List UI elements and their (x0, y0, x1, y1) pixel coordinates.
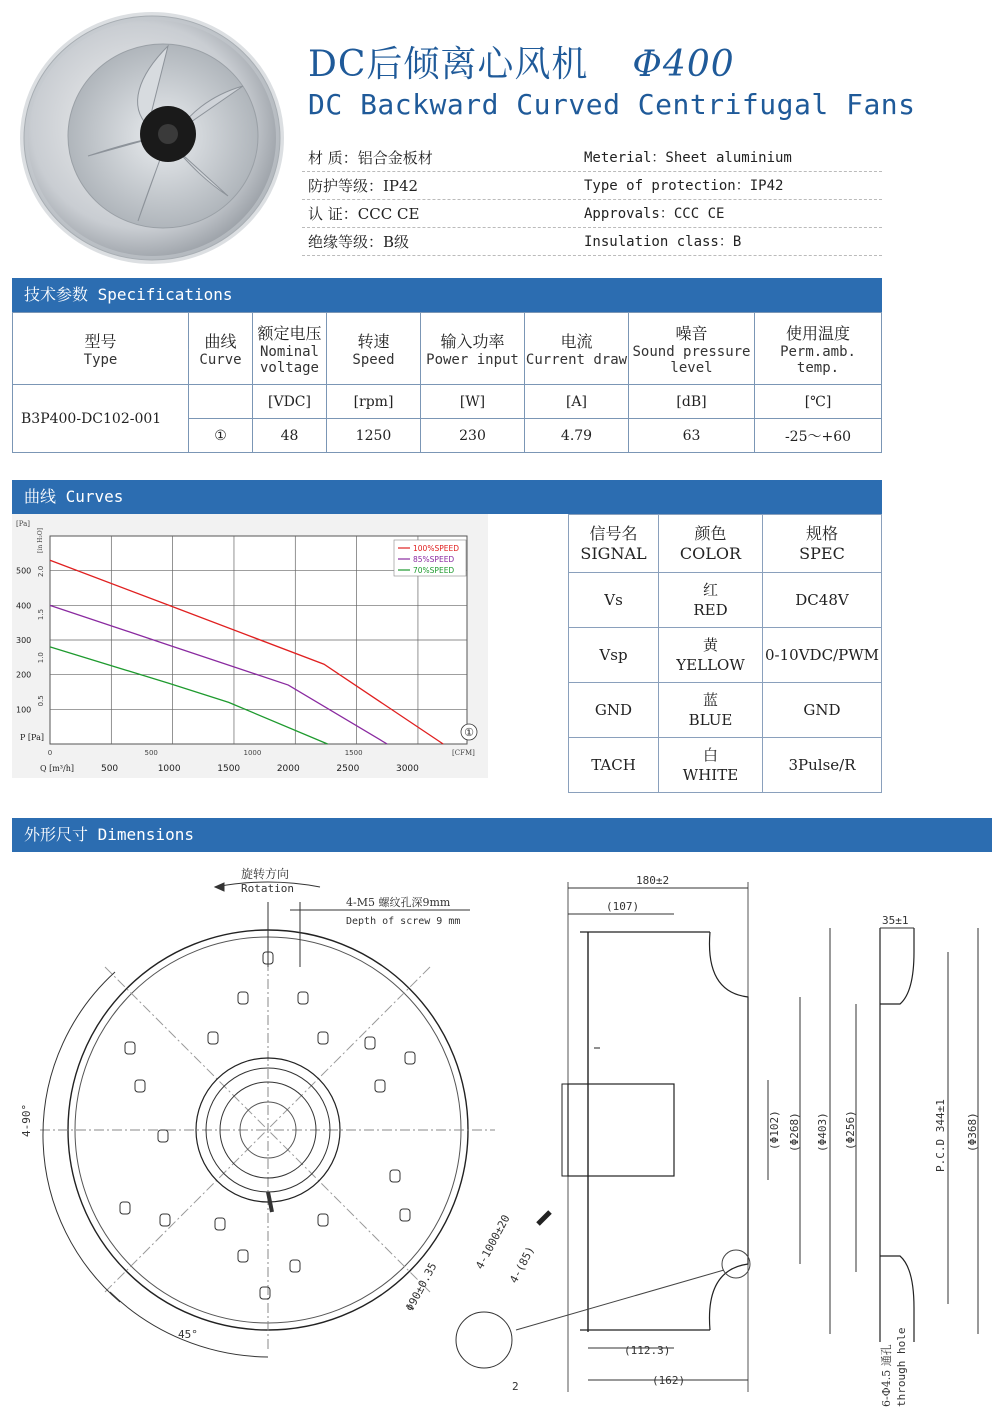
curve-cell: ① (189, 419, 253, 453)
legend-label: 100%SPEED (413, 544, 459, 553)
color-header-cn: 颜色 (694, 523, 727, 543)
wire-color-en: BLUE (688, 711, 733, 729)
property-row (302, 172, 882, 200)
wire-color-cn: 白 (702, 746, 718, 764)
signal-name: Vs (569, 573, 659, 628)
spec-header-cn: 规格 (805, 523, 838, 543)
dim-268: (Φ268) (788, 1112, 801, 1152)
product-title-cn (308, 36, 735, 87)
signal-name: GND (569, 683, 659, 738)
value-cell: 48 (253, 419, 327, 453)
col-header-en: Current draw (525, 352, 628, 368)
dim-403: (Φ403) (816, 1112, 829, 1152)
curve-marker-label: ① (464, 726, 474, 739)
property-row (302, 228, 882, 256)
y-axis-label: P [Pa] (20, 733, 44, 742)
specifications-section-bar: 技术参数 Specifications (12, 278, 882, 312)
fan-photo (18, 6, 286, 268)
signal-name: TACH (569, 738, 659, 793)
y-tick-label: 200 (16, 670, 32, 680)
dim-2: 2 (512, 1380, 519, 1393)
cable-length: 4-1000±20 (473, 1212, 513, 1272)
unit-cell: [A] (525, 385, 629, 419)
property-cn: 材 质：铝合金板材 (308, 149, 433, 167)
y-tick-label: 500 (16, 566, 32, 576)
value-cell: 230 (421, 419, 525, 453)
col-header-cn: 转速 (357, 332, 390, 351)
dim-256: (Φ256) (844, 1110, 857, 1150)
x-tick-label: 2500 (336, 764, 360, 774)
chart-svg (12, 514, 488, 778)
dim-102: (Φ102) (768, 1110, 781, 1150)
y-tick-label-in: 1.5 (37, 608, 45, 621)
unit-cell: [dB] (629, 385, 755, 419)
col-header-cn: 电流 (560, 332, 593, 351)
x-tick-label: 1000 (157, 764, 181, 774)
dim-35: 35±1 (882, 914, 909, 927)
signal-header-cn: 信号名 (589, 523, 638, 543)
property-en: Insulation class：B (584, 234, 742, 250)
x-tick-label-cfm: 1500 (344, 749, 363, 757)
property-en: Type of protection：IP42 (584, 178, 784, 194)
title-cn-text: DC后倾离心风机 (308, 44, 589, 85)
property-cn: 认 证：CCC CE (308, 205, 420, 223)
signal-spec: DC48V (763, 573, 882, 628)
col-header-cn: 输入功率 (440, 332, 505, 351)
dimensions-section-bar: 外形尺寸 Dimensions (12, 818, 992, 852)
title-size: Φ400 (632, 44, 735, 85)
property-en: Meterial：Sheet aluminium (584, 150, 792, 166)
legend-label: 85%SPEED (413, 555, 455, 564)
x-axis-label: Q [m³/h] (40, 764, 74, 773)
dim-368: (Φ368) (966, 1112, 979, 1152)
property-row (302, 200, 882, 228)
col-header-cn: 曲线 (204, 332, 237, 351)
signal-name: Vsp (569, 628, 659, 683)
unit-cell: [W] (421, 385, 525, 419)
x-tick-label-cfm: 1000 (243, 749, 262, 757)
spec-header-en: SPEC (799, 543, 845, 563)
signal-spec: GND (763, 683, 882, 738)
model-cell: B3P400-DC102-001 (13, 385, 189, 453)
x-tick-label: 3000 (395, 764, 419, 774)
y-tick-label-in: 2.0 (37, 565, 45, 577)
property-list (302, 144, 882, 256)
rotation-label-cn: 旋转方向 (241, 867, 290, 881)
property-row (302, 144, 882, 172)
wire-color-cn: 蓝 (702, 691, 718, 709)
curves-section-bar: 曲线 Curves (12, 480, 882, 514)
col-header-en: Speed (352, 352, 395, 368)
cable-strip-length: 4-(85) (507, 1244, 538, 1286)
unit-cell: [℃] (755, 385, 882, 419)
col-header-en: Curve (199, 352, 242, 368)
screw-label-en: Depth of screw 9 mm (346, 916, 461, 927)
legend-label: 70%SPEED (413, 566, 455, 575)
rotation-label-en: Rotation (241, 882, 294, 895)
wire-color-en: RED (693, 601, 728, 619)
wire-color-cn: 黄 (702, 636, 718, 654)
property-en: Approvals：CCC CE (584, 206, 725, 222)
value-cell: 4.79 (525, 419, 629, 453)
y-unit-pa: [Pa] (16, 520, 31, 528)
value-cell: -25～+60 (755, 419, 882, 453)
y-tick-label-in: 0.5 (37, 695, 45, 707)
x-unit-cfm: [CFM] (452, 749, 475, 757)
screw-label-cn: 4-M5 螺纹孔深9mm (346, 896, 451, 909)
value-cell: 1250 (327, 419, 421, 453)
col-header-en: Power input (426, 352, 519, 368)
specifications-table (12, 312, 882, 453)
dim-112-3: (112.3) (624, 1344, 671, 1357)
hole-label-cn: 6-Φ4.5 通孔 (880, 1344, 893, 1407)
unit-cell: [rpm] (327, 385, 421, 419)
angle-4x90: 4-90° (20, 1103, 33, 1137)
unit-cell: [VDC] (253, 385, 327, 419)
col-header-en: Nominal voltage (259, 344, 319, 376)
dim-162: (162) (652, 1374, 686, 1387)
signal-spec: 3Pulse/R (763, 738, 882, 793)
hub-diameter: Φ90±0.35 (403, 1260, 440, 1314)
col-header-en: Type (83, 352, 118, 368)
y-unit-in: [in H₂O] (37, 528, 44, 553)
x-tick-label-cfm: 0 (47, 749, 53, 757)
y-tick-label: 300 (16, 636, 32, 645)
col-header-cn: 额定电压 (257, 324, 322, 343)
signal-header-en: SIGNAL (580, 543, 647, 563)
property-cn: 绝缘等级：B级 (308, 233, 410, 251)
y-tick-label: 400 (16, 601, 32, 611)
hole-label-en: through hole (895, 1327, 908, 1407)
wire-color-cn: 红 (702, 581, 718, 599)
col-header-en: Perm.amb. temp. (780, 344, 856, 376)
y-tick-label-in: 1.0 (37, 652, 45, 664)
x-tick-label-cfm: 500 (144, 749, 158, 757)
x-tick-label: 500 (100, 764, 119, 774)
performance-chart (12, 514, 488, 778)
dim-pcd-344: P.C.D 344±1 (934, 1099, 947, 1172)
y-tick-label: 100 (16, 705, 32, 715)
col-header-cn: 噪音 (675, 324, 708, 343)
wire-color-en: YELLOW (676, 656, 745, 674)
color-header-en: COLOR (679, 543, 742, 563)
signal-spec: 0-10VDC/PWM (763, 628, 882, 683)
value-cell: 63 (629, 419, 755, 453)
dimension-drawing (0, 852, 1000, 1414)
x-tick-label: 1500 (217, 764, 241, 774)
dim-180: 180±2 (636, 874, 670, 887)
signal-table (568, 514, 882, 793)
col-header-en: Sound pressure level (632, 344, 751, 376)
x-tick-label: 2000 (276, 764, 300, 774)
angle-45: 45° (178, 1328, 198, 1341)
col-header-cn: 使用温度 (785, 324, 850, 343)
ring-view (856, 928, 978, 1342)
col-header-cn: 型号 (84, 332, 117, 351)
header (0, 0, 1000, 270)
property-cn: 防护等级：IP42 (308, 177, 419, 195)
product-title-en: DC Backward Curved Centrifugal Fans (308, 88, 916, 121)
wire-color-en: WHITE (682, 766, 739, 784)
dim-107: (107) (606, 900, 640, 913)
